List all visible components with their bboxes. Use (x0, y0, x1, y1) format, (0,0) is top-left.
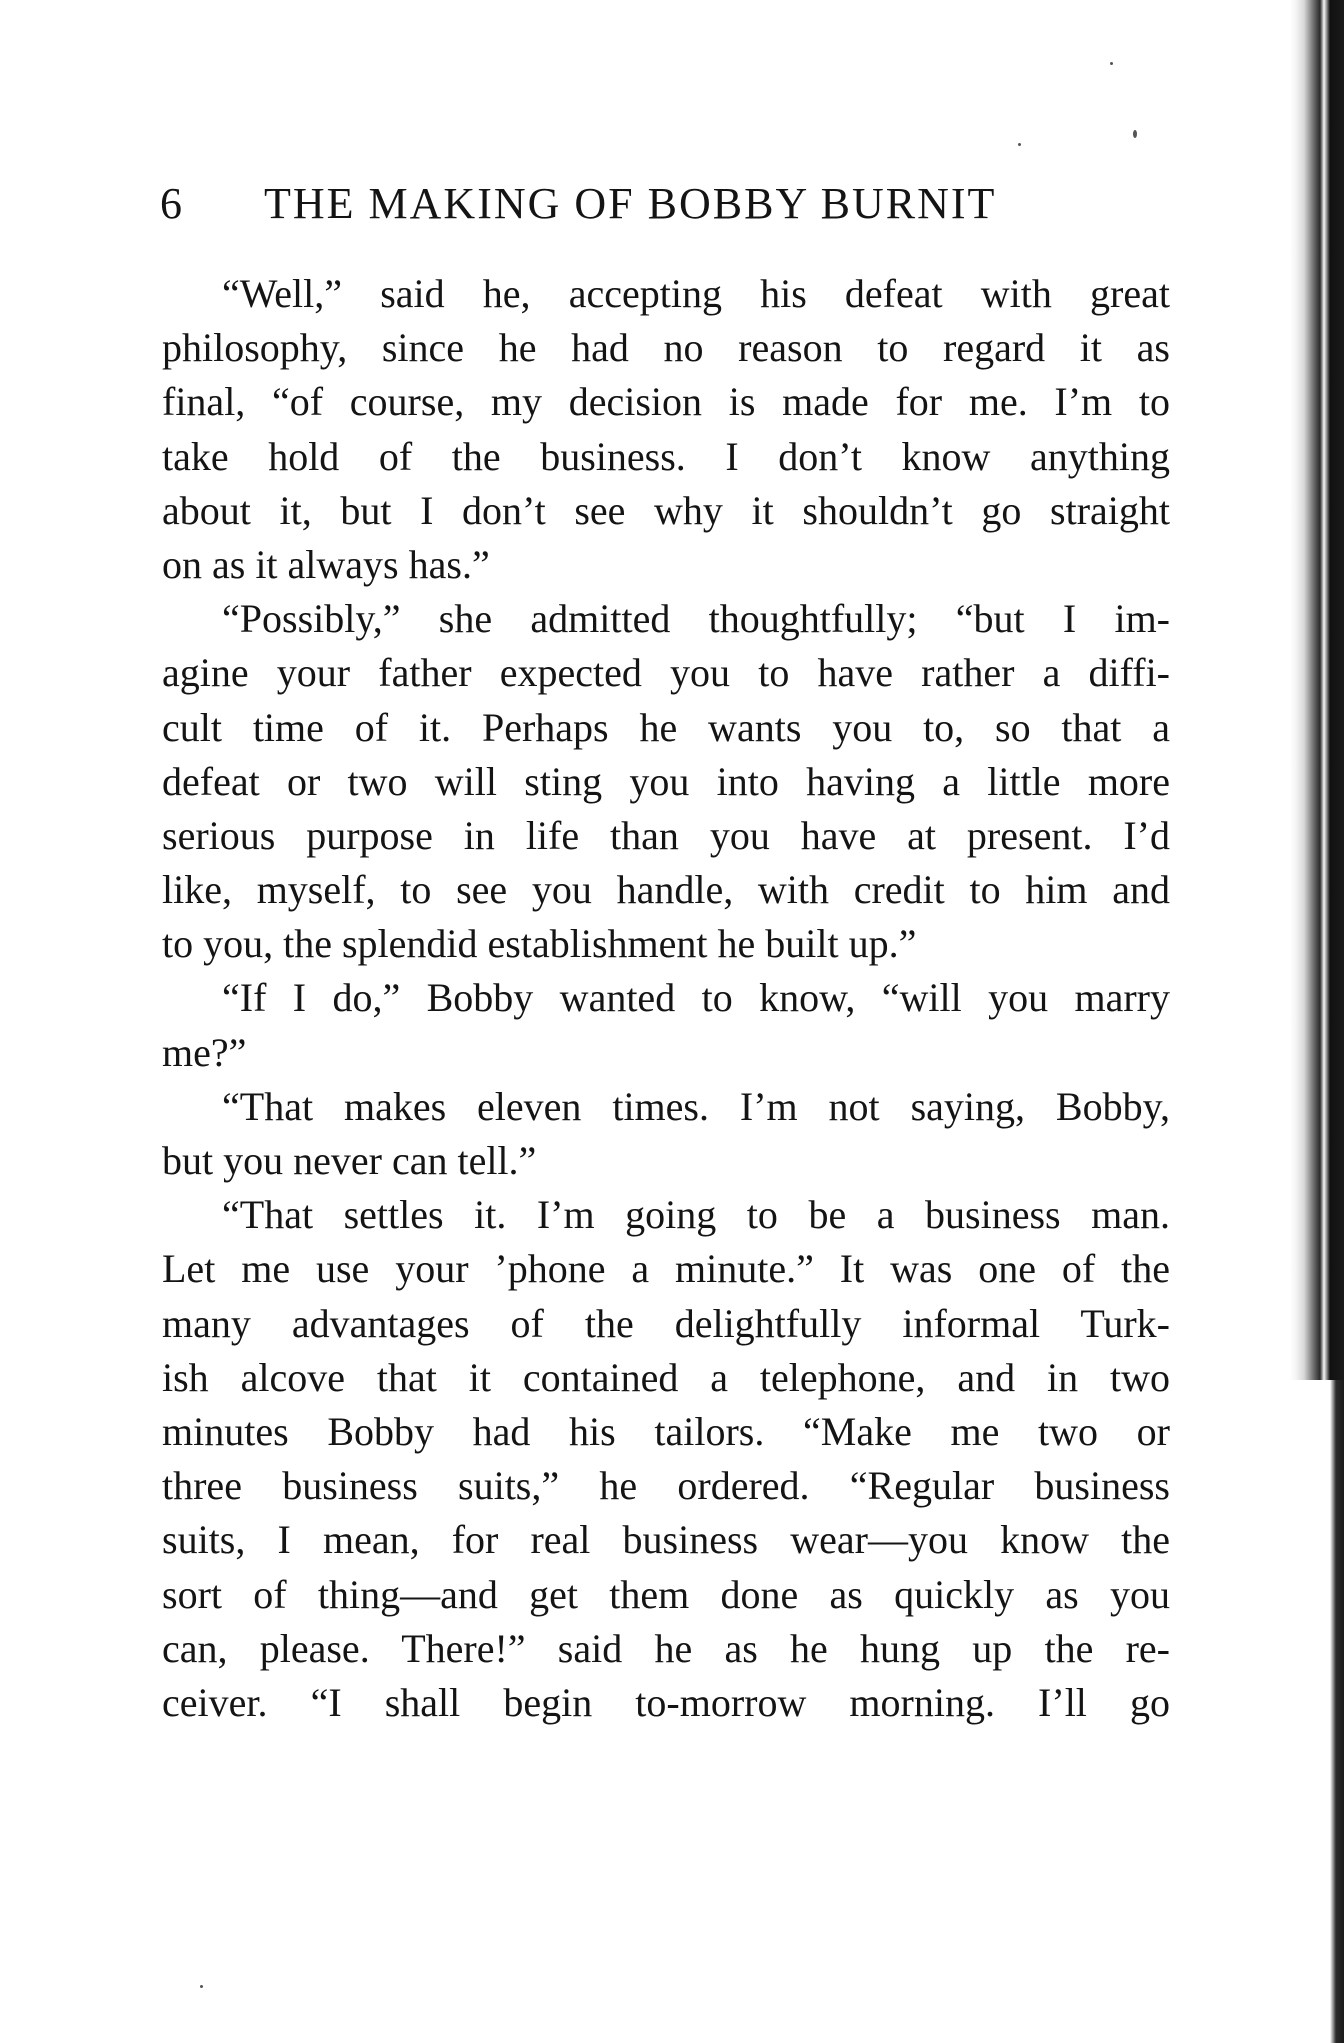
binding-edge-shadow (1290, 0, 1344, 1380)
text-line: Let me use your ’phone a minute.” It was one of the (162, 1246, 1170, 1292)
text-line: many advantages of the delightfully informal Turk- (162, 1300, 1170, 1346)
text-line: three business suits,” he ordered. “Regular business (162, 1463, 1170, 1509)
scan-speck (1110, 62, 1113, 65)
scan-speck (1018, 143, 1021, 146)
text-line: “That settles it. I’m going to be a business man. (222, 1192, 1170, 1238)
text-line: ceiver. “I shall begin to-morrow morning. I’ll go (162, 1679, 1170, 1725)
text-line: can, please. There!” said he as he hung up the re- (162, 1625, 1170, 1671)
text-line: on as it always has.” (162, 541, 490, 587)
text-line: “Well,” said he, accepting his defeat with great (222, 271, 1170, 316)
text-line: suits, I mean, for real business wear—you know the (162, 1517, 1170, 1563)
scan-speck (200, 1985, 203, 1988)
running-head (160, 174, 1180, 234)
text-line: final, “of course, my decision is made for me. I’m to (162, 379, 1170, 425)
text-line: but you never can tell.” (162, 1138, 537, 1183)
text-line: cult time of it. Perhaps he wants you to, so that a (162, 704, 1170, 750)
text-line: like, myself, to see you handle, with credit to him and (162, 867, 1170, 913)
text-line: “Possibly,” she admitted thoughtfully; “but I im- (222, 596, 1170, 642)
text-line: serious purpose in life than you have at present. I’d (162, 812, 1170, 858)
text-line: defeat or two will sting you into having a little more (162, 758, 1170, 804)
text-line: philosophy, since he had no reason to regard it as (162, 325, 1170, 371)
text-line: take hold of the business. I don’t know anything (162, 433, 1170, 479)
text-line: ish alcove that it contained a telephone, and in two (162, 1354, 1170, 1400)
body-text (162, 267, 1170, 1730)
text-line: “That makes eleven times. I’m not saying, Bobby, (222, 1083, 1170, 1129)
binding-edge-shadow-lower (1290, 1380, 1344, 2043)
text-line: sort of thing—and get them done as quickly as you (162, 1571, 1170, 1617)
text-line: agine your father expected you to have rather a diffi- (162, 650, 1170, 696)
page-number: 6 (160, 179, 184, 228)
text-line: “If I do,” Bobby wanted to know, “will you marry (222, 975, 1170, 1021)
text-line: minutes Bobby had his tailors. “Make me two or (162, 1408, 1170, 1454)
running-title: THE MAKING OF BOBBY BURNIT (264, 179, 997, 228)
text-line: me?” (162, 1029, 247, 1075)
text-line: about it, but I don’t see why it shouldn’t go straight (162, 487, 1170, 533)
text-line: to you, the splendid establishment he built up.” (162, 921, 917, 967)
scan-speck (1133, 130, 1137, 138)
